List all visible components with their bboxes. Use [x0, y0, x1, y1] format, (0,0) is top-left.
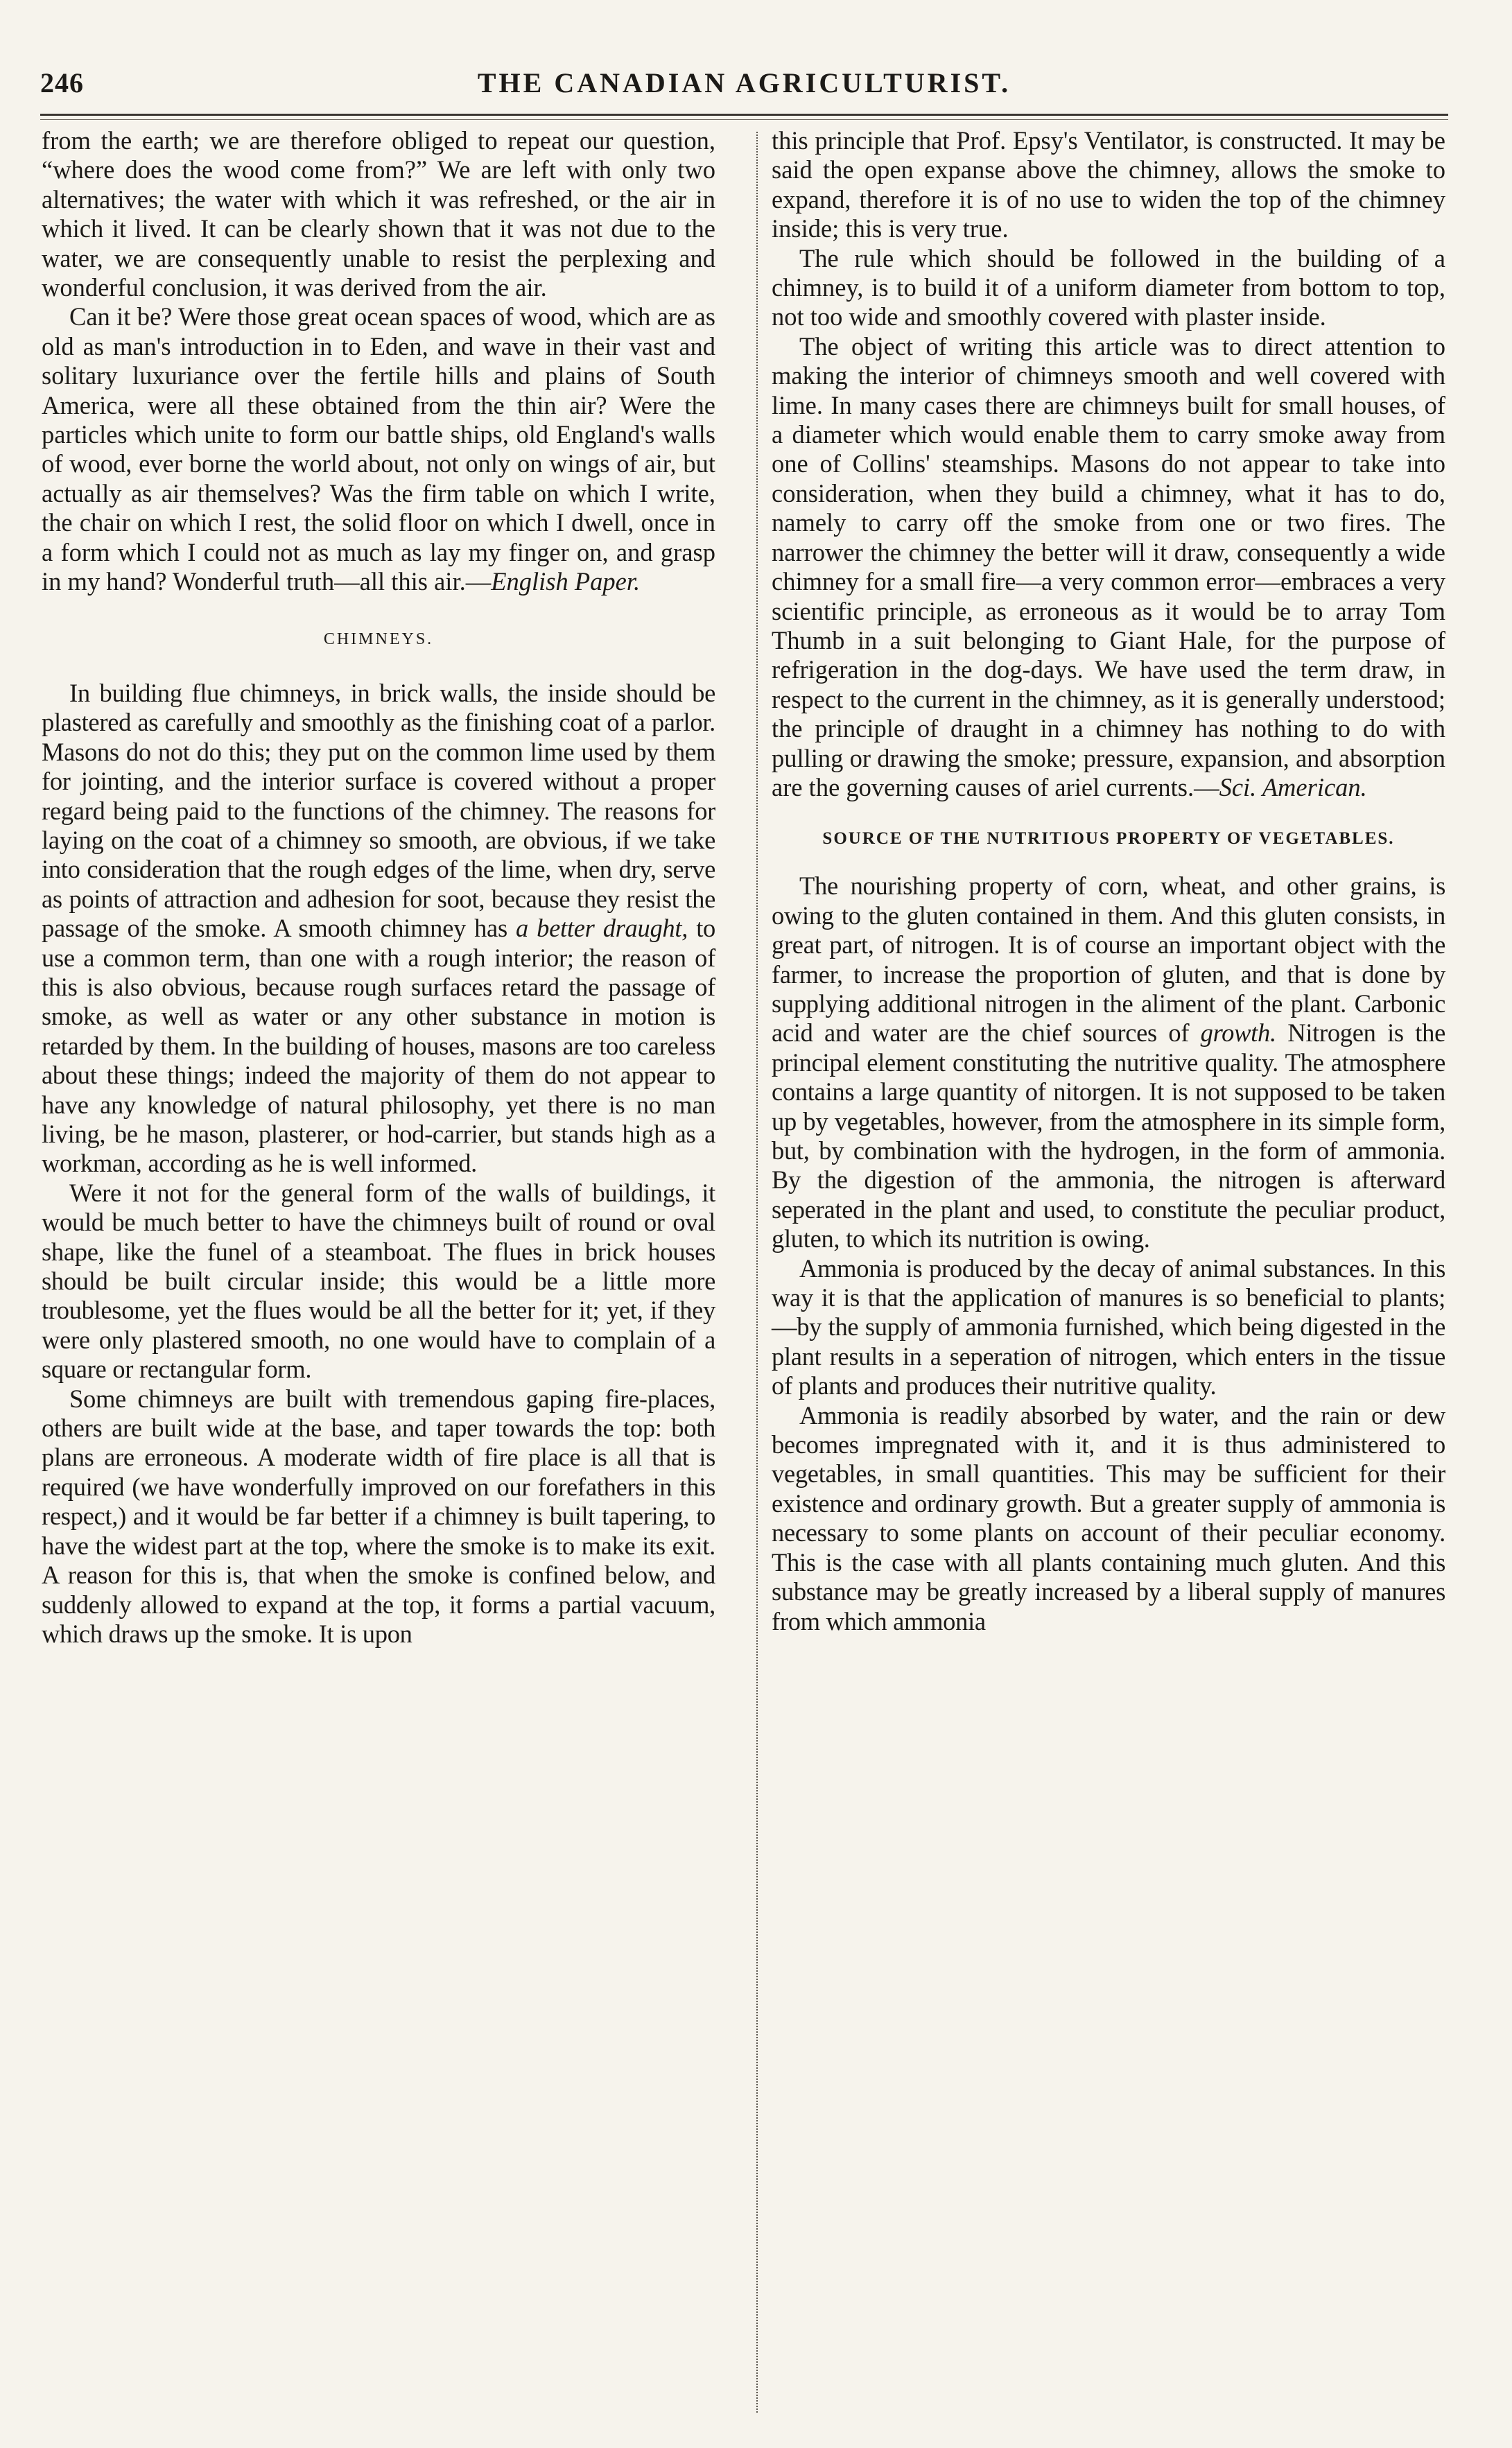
right-column: [772, 126, 1445, 1636]
paragraph: Ammonia is produced by the decay of animal substances. In this way it is that the application of manures is so beneficial to plants;—by the supply of ammonia furnished, which being digested in the plant results in a seperation of nitrogen, which enters in the tissue of plants and produces their nutritive quality.: [772, 1253, 1445, 1400]
emphasis: growth.: [1200, 1018, 1276, 1048]
running-title: THE CANADIAN AGRICULTURIST.: [477, 67, 1011, 98]
paragraph-text: In building flue chimneys, in brick walls, the inside should be plastered as carefully and smoothly as the finishing coat of a parlor. Masons do not do this; they put on the common lime used by them for jointing, and the interior surface is covered without a proper regard being paid to the functions of the chimney. The reasons for laying on the coat of a chimney so smooth, are obvious, if we take into consideration that the rough edges of the lime, when dry, serve as points of attraction and adhesion for soot, because they resist the passage of the smoke. A smooth chimney has: [42, 678, 715, 943]
paragraph: Ammonia is readily absorbed by water, and the rain or dew becomes impregnated with it, and it is thus administered to vegetables, in small quantities. This may be sufficient for their existence and ordinary growth. But a greater supply of ammonia is necessary to some plants on account of their peculiar economy. This is the case with all plants containing much gluten. And this substance may be greatly increased by a liberal supply of manures from which ammonia: [772, 1400, 1445, 1635]
page-header: [40, 67, 1448, 108]
paragraph-text: Nitrogen is the principal element constituting the nutritive quality. The atmosphere contains a large quantity of nitorgen. It is not supposed to be taken up by vegetables, however, from the atmosphere in its simple form, but, by combination with the hydrogen, in the form of ammonia. By the digestion of the ammonia, the nitrogen is afterward seperated in the plant and used, to constitute the peculiar product, gluten, to which its nutrition is owing.: [772, 1018, 1445, 1253]
paragraph: [772, 332, 1445, 803]
paragraph: Were it not for the general form of the walls of buildings, it would be much better to have the chimneys built of round or oval shape, like the funel of a steamboat. The flues in brick houses should be built circular inside; this would be a little more troublesome, yet the flues would be all the better for it; yet, if they were only plastered smooth, no one would have to complain of a square or rectangular form.: [42, 1178, 715, 1384]
signature: Sci. American.: [1219, 772, 1367, 801]
paragraph-text: to use a common term, than one with a rough interior; the reason of this is also obvious, because rough surfaces retard the passage of smoke, as well as water or any other substance in motion is retarded by them. In the building of houses, masons are too careless about these things; indeed the majority of them do not appear to have any knowledge of natural philosophy, yet there is no man living, be he mason, plasterer, or hod-carrier, but stands high as a workman, according as he is well informed.: [42, 914, 716, 1178]
paragraph-text: The object of writing this article was to direct attention to making the interior of chimneys smooth and well covered with lime. In many cases there are chimneys built for small houses, of a diameter which would enable them to carry smoke away from one of Collins' steamships. Masons do not appear to take into consideration, when they build a chimney, what it has to do, namely to carry off the smoke from one or two fires. The narrower the chimney the better will it draw, consequently a wide chimney for a small fire—a very common error—embraces a very scientific principle, as erroneous as it would be to array Tom Thumb in a suit belonging to Giant Hale, for the purpose of refrigeration in the dog-days. We have used the term draw, in respect to the current in the chimney, as it is generally understood; the principle of draught in a chimney has nothing to do with pulling or drawing the smoke; pressure, expansion, and absorption are the governing causes of ariel currents.—: [772, 331, 1445, 801]
header-rule: [40, 114, 1448, 116]
paragraph: [42, 679, 715, 1179]
left-column: [42, 126, 715, 1649]
column-divider: [756, 132, 758, 2413]
page-number: 246: [40, 67, 84, 98]
emphasis: a better draught,: [516, 914, 688, 943]
paragraph: from the earth; we are therefore obliged to repeat our question, “where does the wood come from?” We are left with only two alternatives; the water with which it was refreshed, or the air in which it lived. It can be clearly shown that it was not due to the water, we are consequently unable to resist the perplexing and wonderful conclusion, it was derived from the air.: [42, 126, 715, 302]
header-rule-thin: [40, 119, 1448, 120]
paragraph-text: The nourishing property of corn, wheat, and other grains, is owing to the gluten contained in them. And this gluten consists, in great part, of nitrogen. It is of course an important object with the farmer, to increase the proportion of gluten, and that is done by supplying additional nitrogen in the aliment of the plant. Carbonic acid and water are the chief sources of: [772, 871, 1445, 1048]
paragraph-text: Can it be? Were those great ocean spaces of wood, which are as old as man's introduction in to Eden, and wave in their vast and solitary luxuriance over the fertile hills and plains of South America, were all these obtained from the thin air? Were the particles which unite to form our battle ships, old England's walls of wood, ever borne the world about, not only on wings of air, but actually as air themselves? Was the firm table on which I write, the chair on which I rest, the solid floor on which I dwell, once in a form which I could not as much as lay my finger on, and grasp in my hand? Wonderful truth—all this air.—: [42, 302, 715, 596]
section-title: SOURCE OF THE NUTRITIOUS PROPERTY OF VEGETABLES.: [822, 829, 1395, 849]
paragraph: this principle that Prof. Epsy's Ventilator, is constructed. It may be said the open expanse above the chimney, allows the smoke to expand, therefore it is of no use to widen the top of the chimney inside; this is very true.: [772, 126, 1445, 243]
paragraph: [772, 871, 1445, 1253]
signature: English Paper.: [491, 567, 641, 596]
paragraph: The rule which should be followed in the building of a chimney, is to build it of a uniform diameter from bottom to top, not too wide and smoothly covered with plaster inside.: [772, 243, 1445, 331]
paragraph: [42, 302, 715, 596]
section-title: CHIMNEYS.: [323, 630, 434, 648]
paragraph: Some chimneys are built with tremendous gaping fire-places, others are built wide at the base, and taper towards the top: both plans are erroneous. A moderate width of fire place is all that is required (we have wonderfully improved on our forefathers in this respect,) and it would be far better if a chimney is built tapering, to have the widest part at the top, where the smoke is to make its exit. A reason for this is, that when the smoke is confined below, and suddenly allowed to expand at the top, it forms a partial vacuum, which draws up the smoke. It is upon: [42, 1384, 715, 1648]
